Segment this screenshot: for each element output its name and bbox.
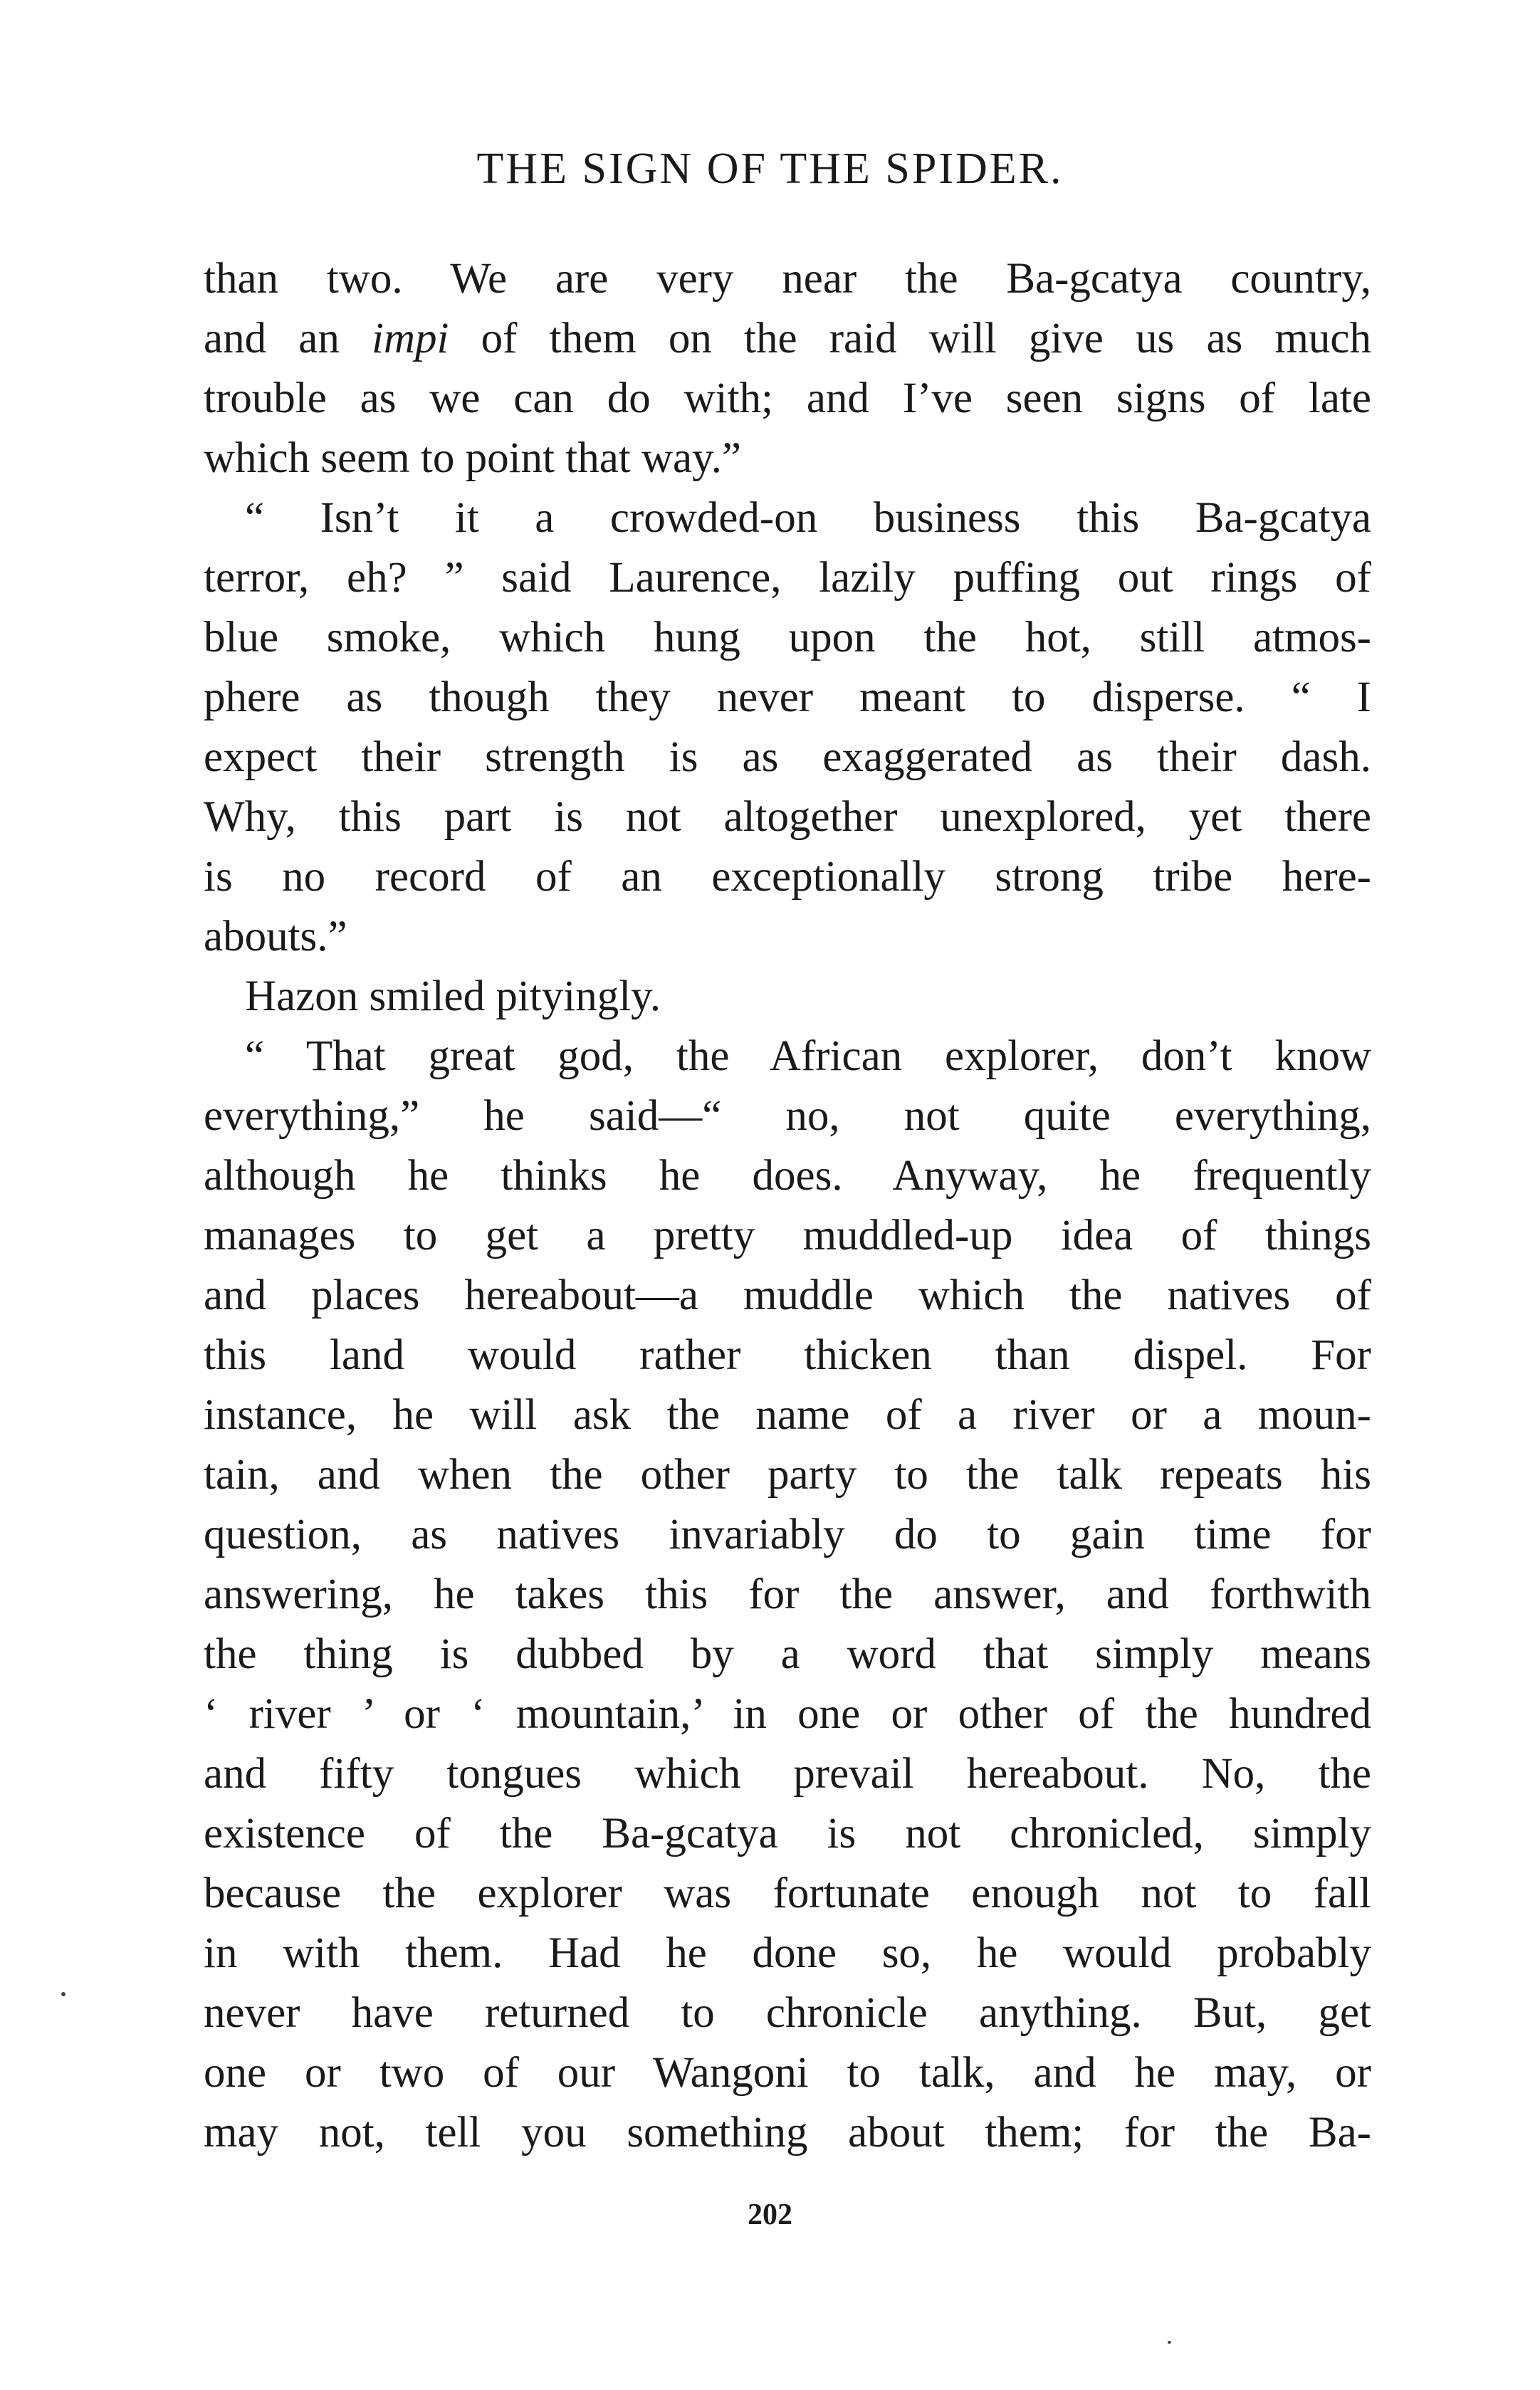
text-line: one or two of our Wangoni to talk, and he may, or xyxy=(204,2049,1371,2097)
text-line: existence of the Ba-gcatya is not chronicled, simply xyxy=(204,1810,1371,1857)
text-line: may not, tell you something about them; for the Ba- xyxy=(204,2109,1371,2156)
text-line: blue smoke, which hung upon the hot, still atmos- xyxy=(204,614,1371,661)
page-number: 202 xyxy=(748,2198,792,2231)
text-line: ‘ river ’ or ‘ mountain,’ in one or other of the hundred xyxy=(204,1690,1371,1738)
text-line: which seem to point that way.” xyxy=(204,434,741,482)
text-line: everything,” he said—“ no, not quite everything, xyxy=(204,1092,1371,1140)
text-line: instance, he will ask the name of a river or a moun- xyxy=(204,1391,1371,1439)
text-line: although he thinks he does. Anyway, he frequently xyxy=(204,1152,1371,1200)
text-line: abouts.” xyxy=(204,913,347,960)
body-text xyxy=(204,249,1371,2163)
print-speck xyxy=(1168,2341,1171,2344)
text-line: never have returned to chronicle anything. But, get xyxy=(204,1989,1371,2037)
text-line: because the explorer was fortunate enough not to fall xyxy=(204,1870,1371,1917)
running-head: THE SIGN OF THE SPIDER. xyxy=(476,145,1064,193)
text-line: is no record of an exceptionally strong tribe here- xyxy=(204,853,1371,901)
text-line: Why, this part is not altogether unexplored, yet there xyxy=(204,793,1371,841)
text-line: “ Isn’t it a crowded-on business this Ba-gcatya xyxy=(245,494,1371,542)
text-line: expect their strength is as exaggerated as their dash. xyxy=(204,733,1371,781)
text-line: this land would rather thicken than dispel. For xyxy=(204,1331,1371,1379)
text-line: in with them. Had he done so, he would probably xyxy=(204,1929,1371,1977)
text-line: question, as natives invariably do to gain time for xyxy=(204,1511,1371,1558)
text-line: phere as though they never meant to disperse. “ I xyxy=(204,674,1371,721)
text-line: the thing is dubbed by a word that simply means xyxy=(204,1630,1371,1678)
text-line: terror, eh? ” said Laurence, lazily puffing out rings of xyxy=(204,554,1371,602)
text-line: and fifty tongues which prevail hereabout. No, the xyxy=(204,1750,1371,1798)
text-line: “ That great god, the African explorer, don’t know xyxy=(245,1032,1371,1080)
text-line: tain, and when the other party to the talk repeats his xyxy=(204,1451,1371,1499)
text-line: manages to get a pretty muddled-up idea of things xyxy=(204,1212,1371,1259)
text-line: than two. We are very near the Ba-gcatya country, xyxy=(204,255,1371,303)
text-line: trouble as we can do with; and I’ve seen signs of late xyxy=(204,374,1371,422)
print-speck xyxy=(61,1992,66,1996)
text-line: Hazon smiled pityingly. xyxy=(245,973,661,1020)
text-line: and places hereabout—a muddle which the natives of xyxy=(204,1272,1371,1319)
text-line: and an impi of them on the raid will give us as much xyxy=(204,315,1371,362)
text-line: answering, he takes this for the answer, and forthwith xyxy=(204,1571,1371,1618)
